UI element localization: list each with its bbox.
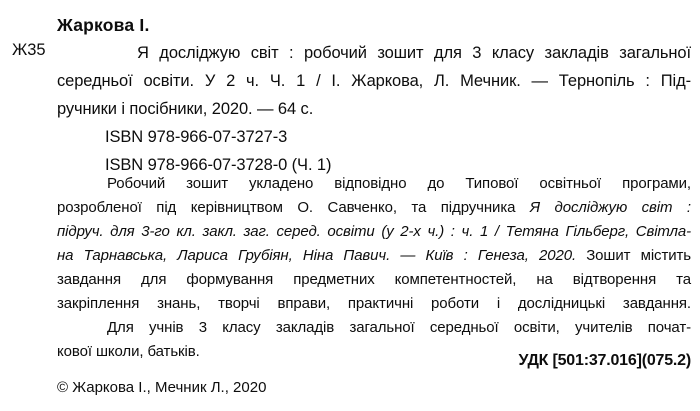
text-segment: Робочий зошит укладено відповідно до Типової освітньої програми, — [107, 175, 691, 192]
shelf-code: Ж35 — [12, 41, 46, 59]
text-segment: ISBN 978-966-07-3728-0 (Ч. 1) — [105, 156, 332, 174]
text-segment: завдання для формування предметних компетентностей, на відтворення та — [57, 271, 691, 288]
text-segment: закріплення знань, творчі вправи, практичні роботи і дослідницькі завдання. — [57, 295, 691, 312]
italic-text-segment: Я досліджую світ : — [529, 199, 691, 216]
italic-text-segment: на Тарнавська, Лариса Грубіян, Ніна Павич. — Київ : Генеза, 2020. — [57, 247, 577, 264]
text-segment: розробленої під керівництвом О. Савченко, та підручника — [57, 199, 530, 216]
text-segment: кової школи, батьків. — [57, 343, 200, 360]
text-line — [57, 244, 691, 268]
text-line — [57, 39, 691, 67]
author-heading: Жаркова І. — [57, 15, 150, 35]
text-segment: Для учнів 3 класу закладів загальної середньої освіти, учителів почат- — [107, 319, 691, 336]
text-line — [57, 220, 691, 244]
bibliographic-description — [57, 39, 691, 179]
text-segment: Я досліджую світ : робочий зошит для 3 класу закладів загальної — [137, 44, 691, 62]
copyright-line: © Жаркова І., Мечник Л., 2020 — [57, 379, 267, 396]
udk-index: УДК [501:37.016](075.2) — [518, 352, 691, 369]
text-line — [57, 95, 691, 123]
text-line — [57, 172, 691, 196]
text-segment: Зошит містить — [576, 247, 691, 264]
text-line — [57, 292, 691, 316]
text-line — [57, 268, 691, 292]
text-line — [57, 316, 691, 340]
text-line — [57, 123, 691, 151]
text-segment: ISBN 978-966-07-3727-3 — [105, 128, 288, 146]
text-line — [57, 67, 691, 95]
text-segment: ручники і посібники, 2020. — 64 с. — [57, 100, 314, 118]
annotation-text — [57, 172, 691, 364]
text-segment: середньої освіти. У 2 ч. Ч. 1 / І. Жаркова, Л. Мечник. — Тернопіль : Під- — [57, 72, 691, 90]
italic-text-segment: підруч. для 3-го кл. закл. заг. серед. освіти (у 2-х ч.) : ч. 1 / Тетяна Гільберг, Світла- — [57, 223, 691, 240]
text-line — [57, 196, 691, 220]
